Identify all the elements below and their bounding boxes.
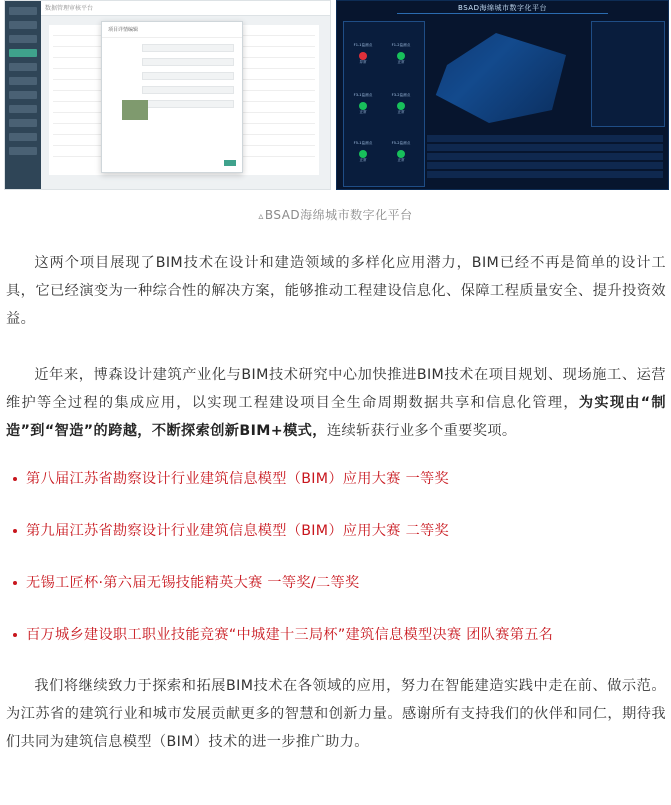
monitor-state: 正常 bbox=[397, 110, 405, 114]
monitor-state: 正常 bbox=[359, 110, 367, 114]
monitor-cell bbox=[389, 93, 413, 127]
award-item: 第九届江苏省勘察设计行业建筑信息模型（BIM）应用大赛 二等奖 bbox=[6, 517, 666, 569]
site-photo bbox=[122, 100, 148, 120]
check-icon bbox=[359, 150, 367, 158]
stats-panel bbox=[591, 21, 665, 127]
monitor-label: F5-1监测点 bbox=[353, 141, 373, 145]
monitor-label: F3-1监测点 bbox=[353, 93, 373, 97]
data-table bbox=[427, 133, 663, 183]
monitor-state: 正常 bbox=[397, 60, 405, 64]
dashboard-title: BSAD海绵城市数字化平台 bbox=[458, 4, 547, 12]
monitor-cell bbox=[389, 141, 413, 175]
paragraph-intro: 这两个项目展现了BIM技术在设计和建造领域的多样化应用潜力，BIM已经不再是简单的设计工具，它已经演变为一种综合性的解决方案，能够推动工程建设信息化、保障工程质量安全、提升投资效益。 bbox=[6, 255, 666, 327]
monitor-cell bbox=[351, 93, 375, 127]
admin-header bbox=[41, 1, 330, 16]
paragraph-text: 近年来，博森设计建筑产业化与BIM技术研究中心加快推进BIM技术在项目规划、现场施工、运营维护等全过程的集成应用，以实现工程建设项目全生命周期数据共享和信息化管理， bbox=[6, 367, 666, 411]
monitor-label: F1-1监测点 bbox=[353, 43, 373, 47]
triangle-icon: ▵ bbox=[258, 211, 264, 222]
caption-text: BSAD海绵城市数字化平台 bbox=[264, 208, 413, 222]
monitor-cell bbox=[351, 141, 375, 175]
check-icon bbox=[397, 150, 405, 158]
monitor-cell bbox=[389, 43, 413, 77]
image-caption bbox=[0, 206, 671, 223]
paragraph-text: 连续斩获行业多个重要奖项。 bbox=[326, 423, 517, 439]
monitor-cell bbox=[351, 43, 375, 77]
admin-screenshot bbox=[4, 0, 331, 190]
check-icon bbox=[359, 102, 367, 110]
modal-confirm-button bbox=[224, 160, 236, 166]
award-item: 无锡工匠杯·第六届无锡技能精英大赛 一等奖/二等奖 bbox=[6, 569, 666, 621]
edit-modal bbox=[101, 21, 243, 173]
admin-sidebar bbox=[5, 1, 41, 189]
monitor-state: 正常 bbox=[359, 158, 367, 162]
paragraph-closing: 我们将继续致力于探索和拓展BIM技术在各领域的应用，努力在智能建造实践中走在前、做示范。为江苏省的建筑行业和城市发展贡献更多的智慧和创新力量。感谢所有支持我们的伙伴和同仁，期待我们共同为建筑信息模型（BIM）技术的进一步推广助力。 bbox=[6, 678, 666, 750]
monitor-label: F3-2监测点 bbox=[391, 93, 411, 97]
check-icon bbox=[397, 102, 405, 110]
check-icon bbox=[397, 52, 405, 60]
alert-icon bbox=[359, 52, 367, 60]
monitor-label: F5-2监测点 bbox=[391, 141, 411, 145]
paragraph-background bbox=[6, 361, 666, 445]
dashboard-screenshot bbox=[336, 0, 669, 190]
award-item: 百万城乡建设职工职业技能竞赛“中城建十三局杯”建筑信息模型决赛 团队赛第五名 bbox=[6, 621, 666, 673]
edit-modal-title: 项目详情编辑 bbox=[102, 22, 242, 38]
screenshot-strip bbox=[0, 0, 671, 192]
monitor-label: F1-2监测点 bbox=[391, 43, 411, 47]
awards-list bbox=[6, 465, 666, 673]
city-3d-model bbox=[433, 25, 573, 125]
admin-header-title: 数据管理审核平台 bbox=[45, 5, 94, 12]
award-item: 第八届江苏省勘察设计行业建筑信息模型（BIM）应用大赛 一等奖 bbox=[6, 465, 666, 517]
monitor-state: 异常 bbox=[359, 60, 367, 64]
monitor-state: 正常 bbox=[397, 158, 405, 162]
paragraph-emphasis: 为实现由“制造”到“智造”的跨越，不断探索创新BIM+模式， bbox=[6, 395, 666, 439]
